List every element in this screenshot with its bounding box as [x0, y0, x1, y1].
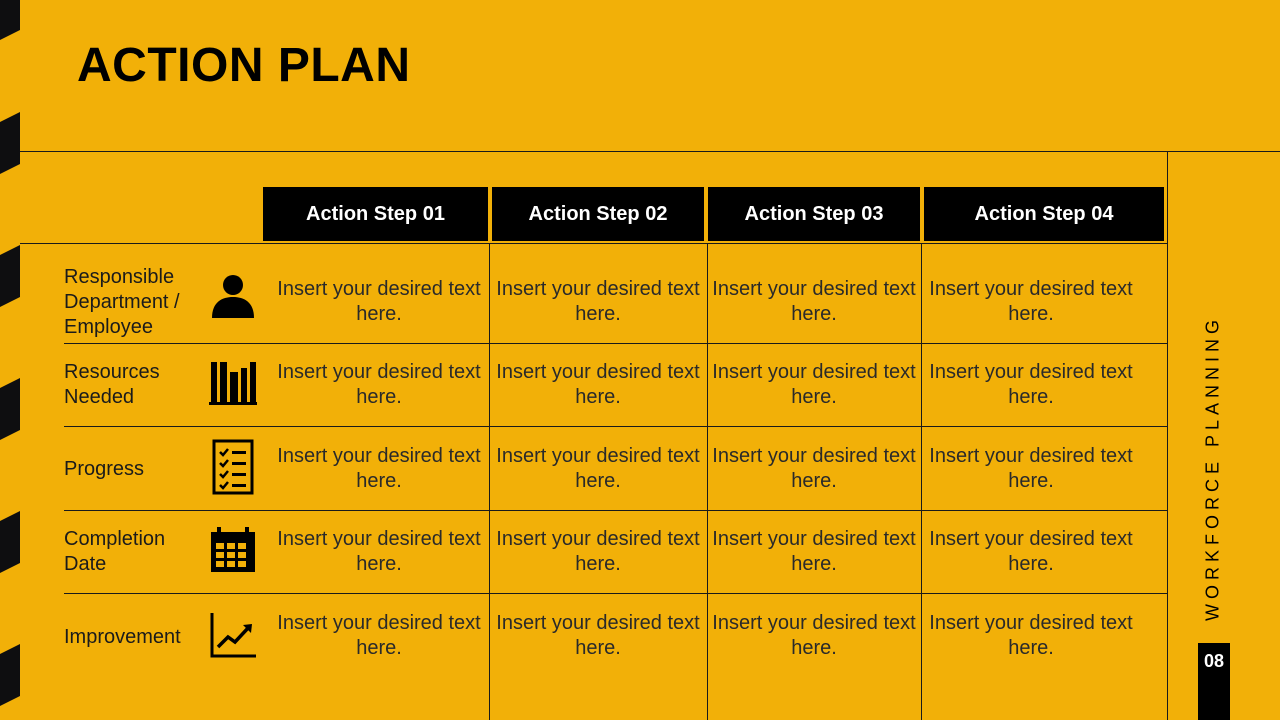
left-stripe: [0, 245, 20, 307]
table-cell: Insert your desired text here.: [712, 361, 916, 408]
table-cell: Insert your desired text here.: [712, 528, 916, 575]
table-cell: Insert your desired text here.: [929, 361, 1133, 408]
table-cell: Insert your desired text here.: [496, 278, 700, 325]
checklist-icon: [207, 441, 259, 493]
header-divider: [20, 151, 1280, 152]
row-label-improvement: [64, 595, 181, 679]
column-header-step-1: Action Step 01: [263, 187, 488, 241]
table-cell: Insert your desired text here.: [929, 612, 1133, 659]
table-cell: Insert your desired text here.: [712, 445, 916, 492]
row-divider: [64, 593, 1167, 594]
table-cell: Insert your desired text here.: [929, 278, 1133, 325]
row-divider: [64, 426, 1167, 427]
table-cell: Insert your desired text here.: [277, 445, 481, 492]
table-cell: Insert your desired text here.: [496, 445, 700, 492]
row-label-text: Completion Date: [64, 528, 166, 575]
table-cell: Insert your desired text here.: [712, 612, 916, 659]
left-stripe: [0, 112, 20, 174]
side-divider: [1167, 151, 1168, 720]
column-header-step-3: Action Step 03: [708, 187, 920, 241]
table-cell: Insert your desired text here.: [496, 528, 700, 575]
row-label-text: Progress: [64, 457, 145, 480]
row-label-progress: [64, 428, 144, 510]
growth-chart-icon: [207, 609, 259, 661]
table-cell: Insert your desired text here.: [929, 445, 1133, 492]
table-top-line: [20, 243, 1167, 244]
page-title: ACTION PLAN: [77, 39, 411, 92]
left-stripe: [0, 644, 20, 706]
table-cell: Insert your desired text here.: [277, 612, 481, 659]
table-cell: Insert your desired text here.: [496, 361, 700, 408]
table-cell: Insert your desired text here.: [496, 612, 700, 659]
row-label-completion: [64, 512, 184, 592]
left-stripe: [0, 378, 20, 440]
row-label-responsible: [64, 263, 199, 341]
column-header-step-2: Action Step 02: [492, 187, 704, 241]
books-icon: [207, 356, 259, 408]
page-number: 08: [1198, 643, 1230, 720]
row-label-text: Resources Needed: [64, 361, 160, 408]
row-divider: [64, 510, 1167, 511]
person-icon: [207, 270, 259, 322]
table-cell: Insert your desired text here.: [712, 278, 916, 325]
side-section-label: WORKFORCE PLANNING: [1202, 314, 1223, 622]
table-cell: Insert your desired text here.: [277, 278, 481, 325]
left-stripe: [0, 511, 20, 573]
row-label-text: Improvement: [64, 625, 181, 648]
table-cell: Insert your desired text here.: [277, 528, 481, 575]
left-stripe: [0, 0, 20, 40]
calendar-icon: [207, 524, 259, 576]
table-cell: Insert your desired text here.: [929, 528, 1133, 575]
row-label-resources: [64, 345, 174, 425]
table-cell: Insert your desired text here.: [277, 361, 481, 408]
row-label-text: Responsible Department / Employee: [64, 265, 180, 338]
row-divider: [64, 343, 1167, 344]
column-header-step-4: Action Step 04: [924, 187, 1164, 241]
